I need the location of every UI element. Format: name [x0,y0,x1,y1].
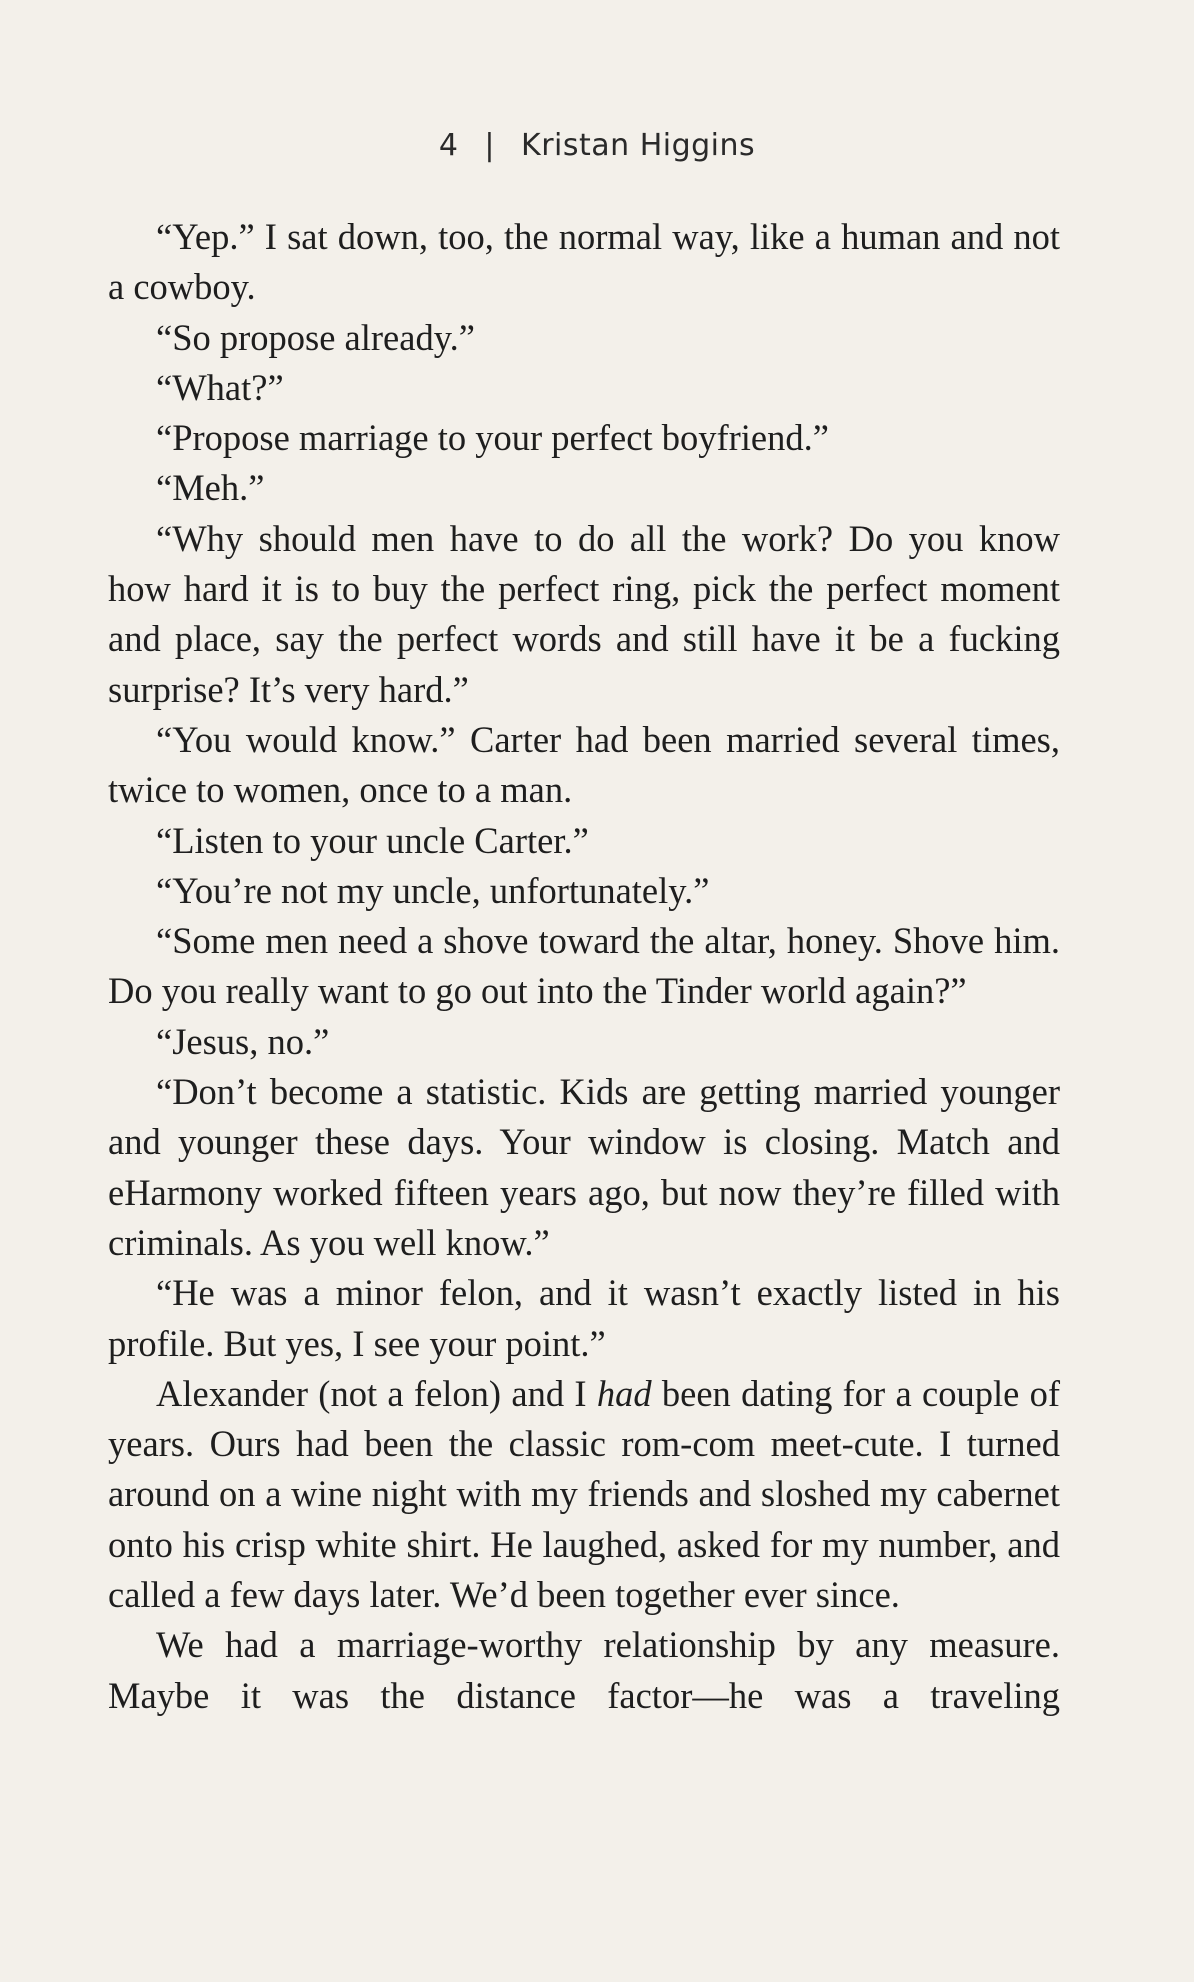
running-header [0,128,1194,163]
paragraph-final: We had a marriage-worthy relationship by any measure. Maybe it was the distance factor—he was a traveling [108,1624,1060,1716]
paragraph-alexander [108,1369,1060,1620]
paragraph: “Listen to your uncle Carter.” [156,819,589,861]
paragraph: “Propose marriage to your perfect boyfriend.” [156,417,829,459]
body-text [108,212,1060,1721]
alexander-text-after: been dating for a couple of years. Ours had been the classic rom-com meet-cute. I turned around on a wine night with my friends and sloshed my cabernet onto his crisp white shirt. He laughed, asked for my number, and called a few days later. We’d been together ever since. [108,1372,1061,1616]
paragraph: “Yep.” I sat down, too, the normal way, like a human and not a cowboy. [108,216,1060,308]
paragraph: “Why should men have to do all the work? Do you know how hard it is to buy the perfect ring, pick the perfect moment and place, say the perfect words and still have it be a fucking surprise? It’s very hard.” [108,517,1060,710]
emphasized-word: had [596,1372,652,1414]
header-separator: | [484,128,496,163]
alexander-text-before: Alexander (not a felon) and I [156,1372,597,1414]
paragraph: “Jesus, no.” [156,1020,330,1062]
page-number: 4 [438,128,459,163]
paragraph: “You would know.” Carter had been married several times, twice to women, once to a man. [108,718,1060,811]
paragraph: “So propose already.” [156,316,475,358]
paragraph: “Meh.” [156,467,265,509]
paragraph: “Don’t become a statistic. Kids are getting married younger and younger these days. Your window is closing. Match and eHarmony worked fifteen years ago, but now they’re filled with criminals. As you well know.” [108,1071,1060,1263]
paragraph: “Some men need a shove toward the altar, honey. Shove him. Do you really want to go out into the Tinder world again?” [108,920,1060,1012]
paragraph: “What?” [156,366,284,408]
paragraph: “He was a minor felon, and it wasn’t exactly listed in his profile. But yes, I see your point.” [108,1272,1060,1364]
author-name: Kristan Higgins [521,128,756,163]
paragraph: “You’re not my uncle, unfortunately.” [156,869,710,911]
